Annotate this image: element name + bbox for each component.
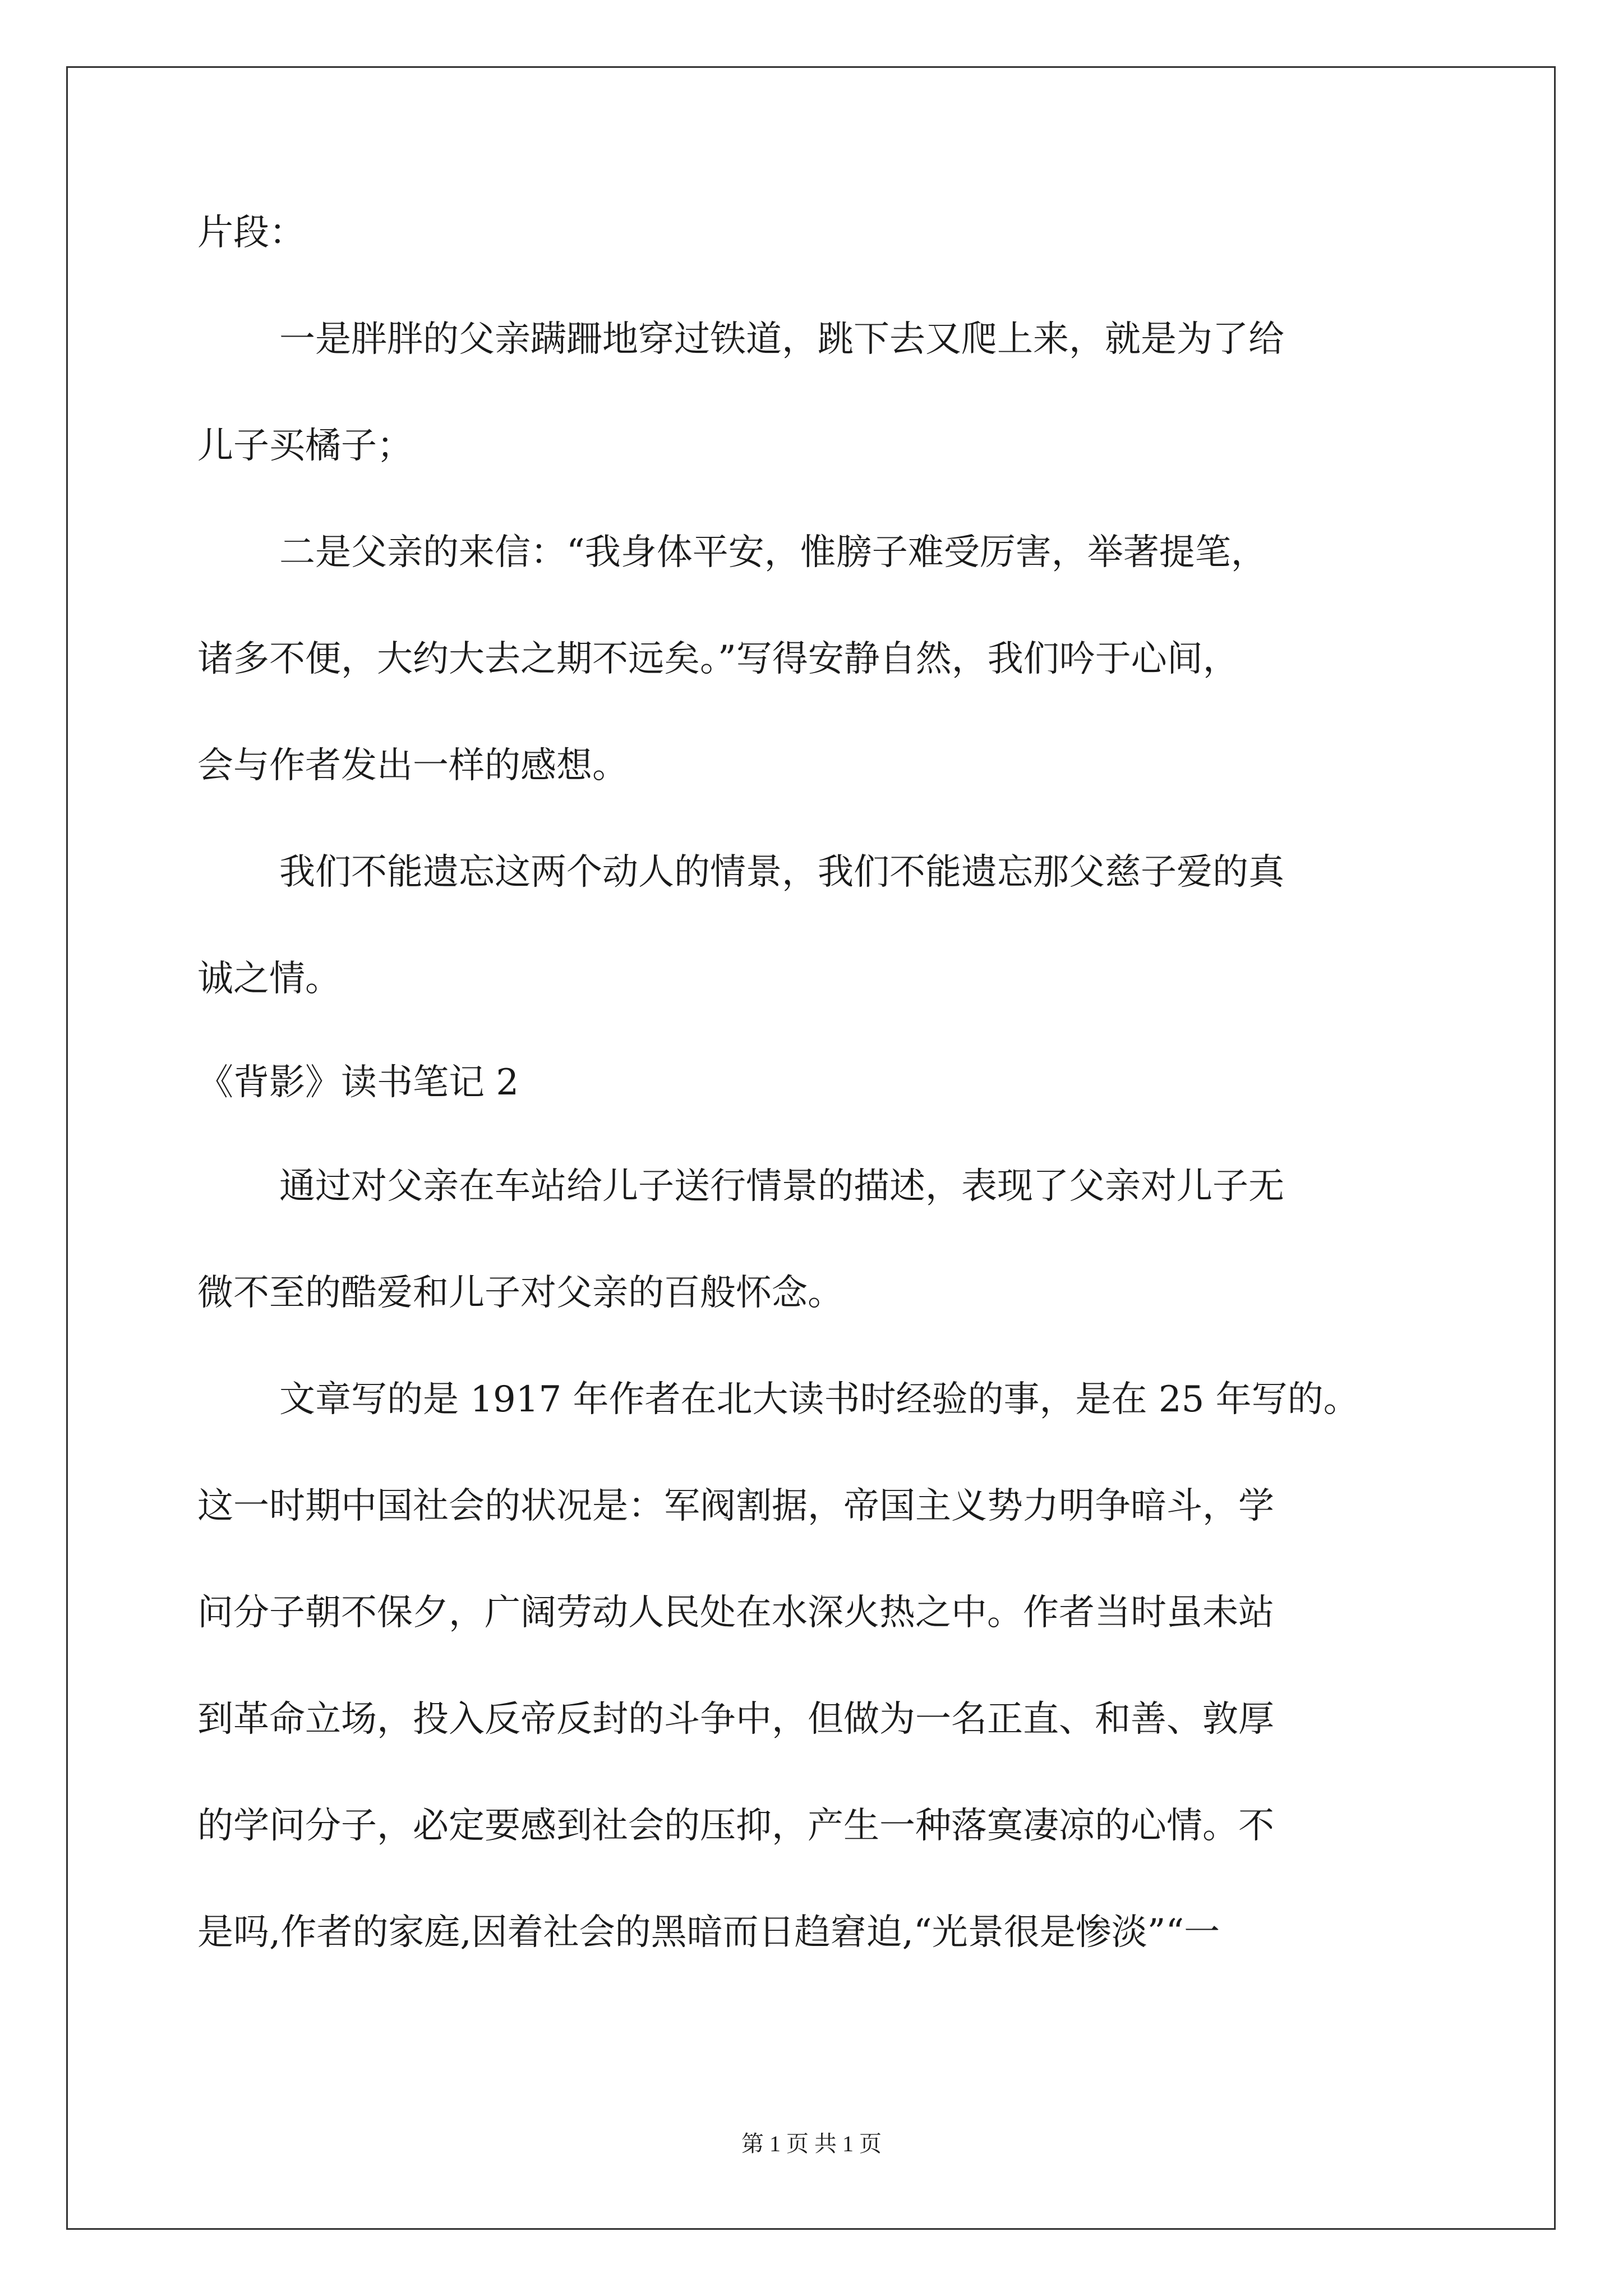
text-line: 会与作者发出一样的感想。: [197, 745, 628, 786]
page-number-footer: 第 1 页 共 1 页: [741, 2131, 882, 2156]
text-line: 问分子朝不保夕，广阔劳动人民处在水深火热之中。作者当时虽未站: [197, 1592, 1274, 1634]
text-line: 我们不能遗忘这两个动人的情景，我们不能遗忘那父慈子爱的真: [279, 852, 1284, 893]
text-line: 诸多不便，大约大去之期不远矣。”写得安静自然，我们吟于心间，: [197, 638, 1239, 680]
text-line: 诚之情。: [197, 958, 341, 1000]
text-line: 这一时期中国社会的状况是：军阀割据，帝国主义势力明争暗斗，学: [197, 1485, 1274, 1527]
text-line: 文章写的是 1917 年作者在北大读书时经验的事，是在 25 年写的。: [279, 1379, 1359, 1420]
text-line: 片段：: [197, 212, 305, 254]
text-line: 微不至的酷爱和儿子对父亲的百般怀念。: [197, 1272, 843, 1314]
text-line: 一是胖胖的父亲蹒跚地穿过铁道，跳下去又爬上来，就是为了给: [279, 319, 1284, 360]
text-line: 的学问分子，必定要感到社会的压抑，产生一种落寞凄凉的心情。不: [197, 1805, 1274, 1847]
text-line: 儿子买橘子；: [197, 425, 413, 467]
text-line: 是吗,作者的家庭,因着社会的黑暗而日趋窘迫,“光景很是惨淡”“一: [197, 1912, 1220, 1953]
section-heading: 《背影》读书笔记 2: [197, 1062, 519, 1103]
text-line: 二是父亲的来信：“我身体平安，惟膀子难受厉害，举著提笔，: [279, 532, 1267, 573]
text-line: 到革命立场，投入反帝反封的斗争中，但做为一名正直、和善、敦厚: [197, 1699, 1274, 1740]
text-line: 通过对父亲在车站给儿子送行情景的描述，表现了父亲对儿子无: [279, 1166, 1284, 1207]
